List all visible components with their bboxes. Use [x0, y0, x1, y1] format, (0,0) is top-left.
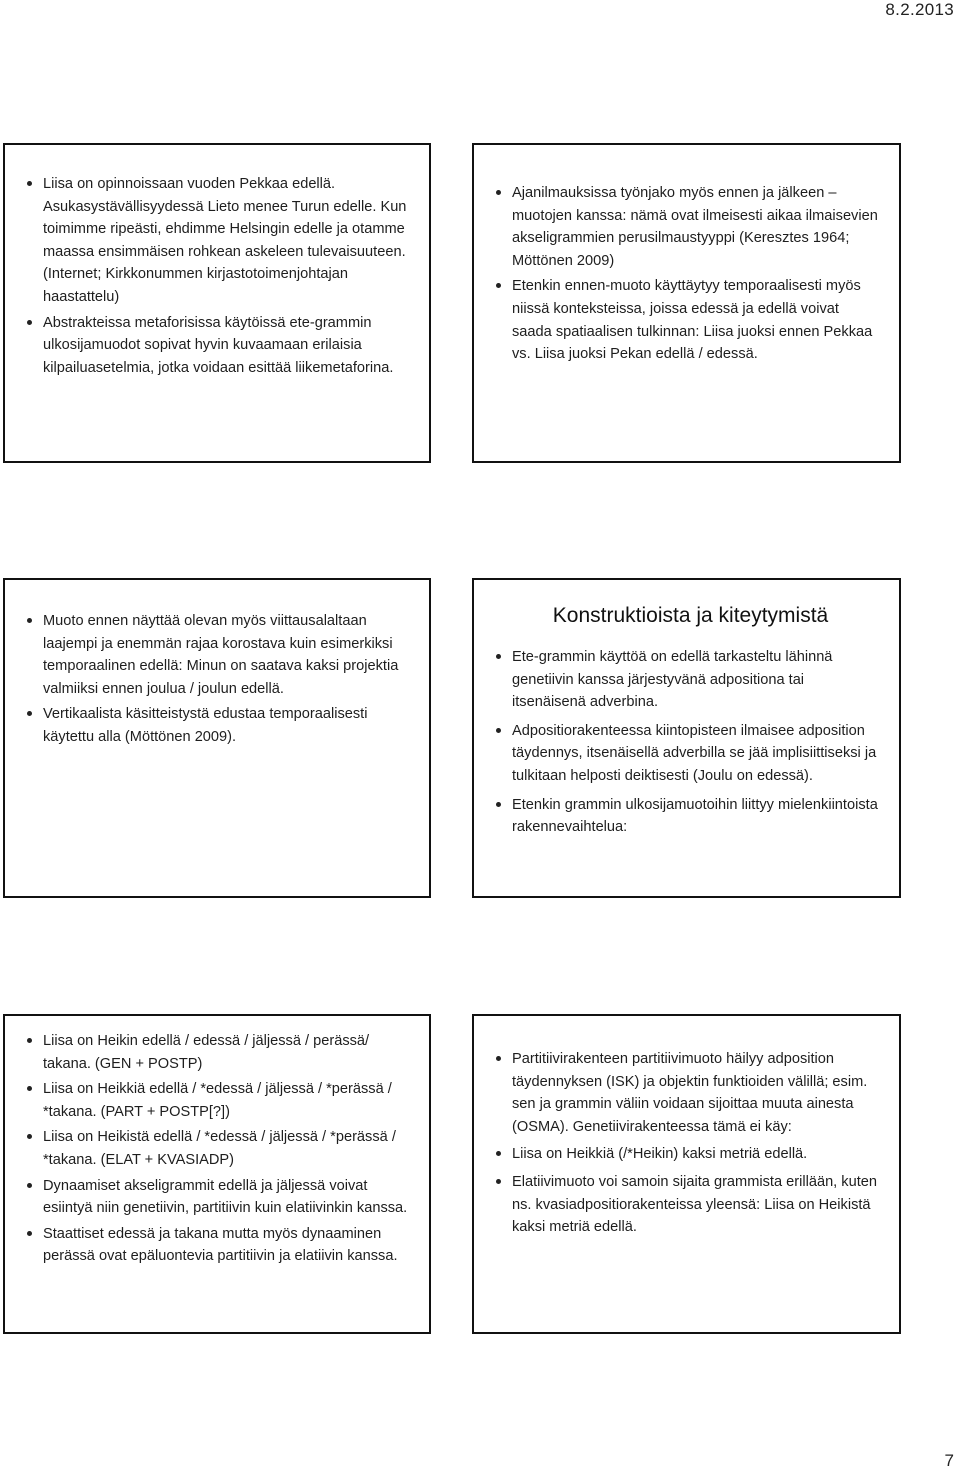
bullet-item: Abstrakteissa metaforisissa käytöissä ete-grammin ulkosijamuodot sopivat hyvin kuvaamaan erilaisia kilpailuasetelmia, jotka voidaan esittää liikemetaforina.	[27, 312, 409, 380]
slide-6	[472, 1014, 901, 1334]
bullet-item: Liisa on Heikistä edellä / *edessä / jäljessä / *perässä / *takana. (ELAT + KVASIADP)	[27, 1126, 409, 1171]
header-date: 8.2.2013	[885, 0, 954, 19]
bullet-item: Liisa on Heikkiä edellä / *edessä / jäljessä / *perässä / *takana. (PART + POSTP[?])	[27, 1078, 409, 1123]
bullet-item: Adpositiorakenteessa kiintopisteen ilmaisee adposition täydennys, itsenäisellä adverbilla se jää implisiittiseksi ja tulkitaan helposti deiktisesti (Joulu on edessä).	[496, 720, 881, 788]
bullet-item: Elatiivimuoto voi samoin sijaita grammista erillään, kuten ns. kvasiadpositiorakenteissa yleensä: Liisa on Heikistä kaksi metriä edellä.	[496, 1171, 881, 1239]
slide-2	[472, 143, 901, 463]
bullet-item: Muoto ennen näyttää olevan myös viittausalaltaan laajempi ja enemmän rajaa korostava kuin esimerkiksi temporaalinen edellä: Minun on saatava kaksi projektia valmiiksi ennen joulua / joulun edellä.	[27, 610, 409, 700]
bullet-item: Vertikaalista käsitteistystä edustaa temporaalisesti käytettu alla (Möttönen 2009).	[27, 703, 409, 748]
bullet-item: Etenkin ennen-muoto käyttäytyy temporaalisesti myös niissä konteksteissa, joissa edessä ja edellä voivat saada spatiaalisen tulkinnan: Liisa juoksi ennen Pekkaa vs. Liisa juoksi Pekan edellä / edessä.	[496, 275, 881, 365]
bullet-list	[496, 646, 881, 839]
bullet-list	[27, 1030, 409, 1268]
slide-4	[472, 578, 901, 898]
bullet-list	[496, 1048, 881, 1239]
bullet-item: Partitiivirakenteen partitiivimuoto häilyy adposition täydennyksen (ISK) ja objektin funktioiden välillä; esim. sen ja grammin väliin voidaan sijoittaa muuta ainesta (OSMA). Genetiivirakenteessa tämä ei käy:	[496, 1048, 881, 1138]
bullet-item: Ete-grammin käyttöä on edellä tarkasteltu lähinnä genetiivin kanssa järjestyvänä adpositiona tai itsenäisenä adverbina.	[496, 646, 881, 714]
bullet-item: Ajanilmauksissa työnjako myös ennen ja jälkeen –muotojen kanssa: nämä ovat ilmeisesti aikaa ilmaisevien akseligrammien perusilmaustyyppi (Keresztes 1964; Möttönen 2009)	[496, 182, 881, 272]
page-number: 7	[944, 1451, 954, 1470]
bullet-list	[27, 173, 409, 379]
slide-5	[3, 1014, 431, 1334]
bullet-list	[27, 610, 409, 749]
slide-3	[3, 578, 431, 898]
slide-1	[3, 143, 431, 463]
slide-title: Konstruktioista ja kiteytymistä	[552, 604, 829, 627]
bullet-item: Liisa on Heikin edellä / edessä / jäljessä / perässä/ takana. (GEN + POSTP)	[27, 1030, 409, 1075]
bullet-item: Staattiset edessä ja takana mutta myös dynaaminen perässä ovat epäluontevia partitiivin ja elatiivin kanssa.	[27, 1223, 409, 1268]
bullet-item: Liisa on Heikkiä (/*Heikin) kaksi metriä edellä.	[496, 1143, 881, 1166]
bullet-item: Dynaamiset akseligrammit edellä ja jäljessä voivat esiintyä niin genetiivin, partitiivin kuin elatiivinkin kanssa.	[27, 1175, 409, 1220]
bullet-item: Liisa on opinnoissaan vuoden Pekkaa edellä. Asukasystävällisyydessä Lieto menee Turun edelle. Kun toimimme ripeästi, ehdimme Helsingin edelle ja otamme maassa ensimmäisen rohkean askeleen tulevaisuuteen. (Internet; Kirkkonummen kirjastotoimenjohtajan haastattelu)	[27, 173, 409, 309]
bullet-list	[496, 182, 881, 366]
bullet-item: Etenkin grammin ulkosijamuotoihin liittyy mielenkiintoista rakennevaihtelua:	[496, 794, 881, 839]
